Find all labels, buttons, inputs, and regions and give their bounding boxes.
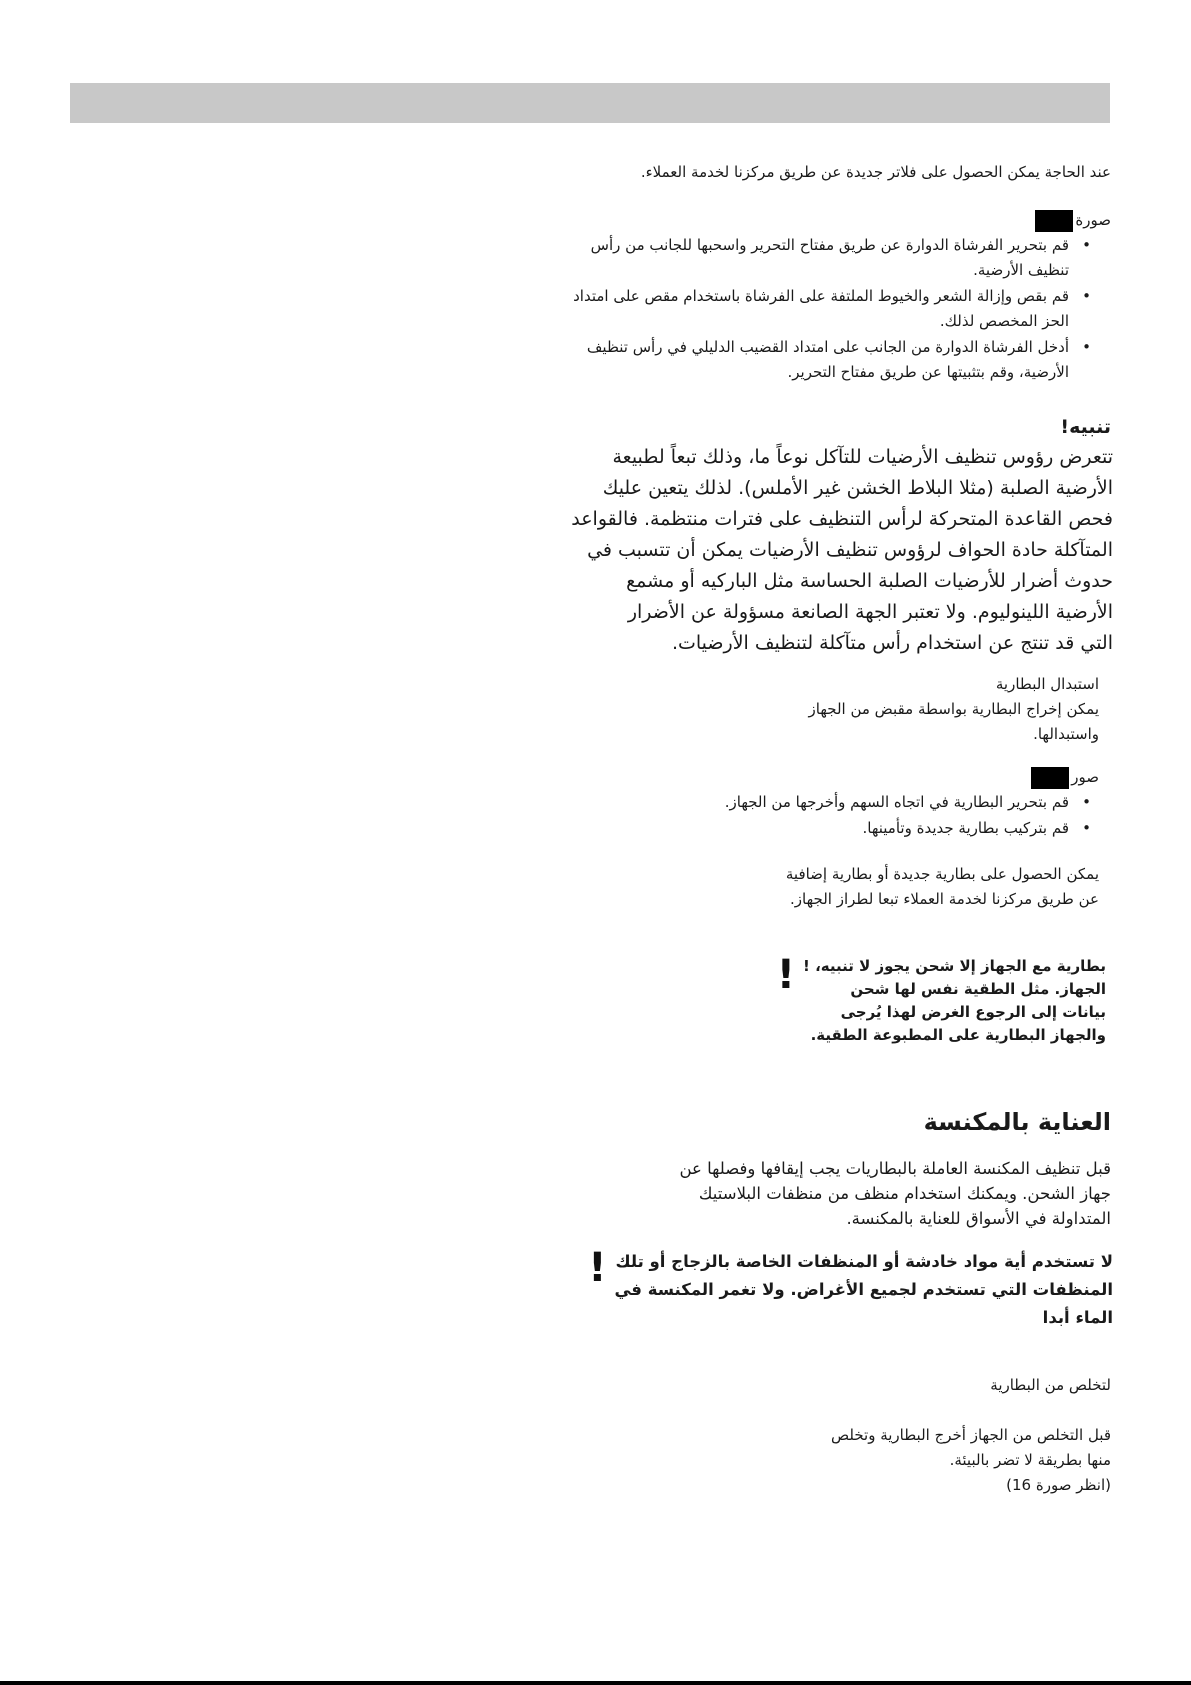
warning-icon: ! — [588, 1245, 607, 1291]
care-heading: العناية بالمكنسة — [923, 1108, 1111, 1136]
caution-text: تتعرض رؤوس تنظيف الأرضيات للتآكل نوعاً ما، وذلك تبعاً لطبيعة الأرضية الصلبة (مثلا البلاط الخشن غير الأملس). لذلك يتعين عليك فحص القاعدة المتحركة لرأس التنظيف على فترات منتظمة. فالقواعد المتآكلة حادة الحواف لرؤوس تنظيف الأرضيات يمكن أن تتسبب في حدوث أضرار للأرضيات الصلبة الحساسة مثل الباركيه أو مشمع الأرضية اللينوليوم. ولا تعتبر الجهة الصانعة مسؤولة عن الأضرار التي قد تنتج عن استخدام رأس متآكلة لتنظيف الأرضيات. — [571, 446, 1113, 654]
figure-label: صور — [1031, 765, 1099, 790]
battery-description: يمكن إخراج البطارية بواسطة مقبض من الجهاز واستبدالها. — [808, 700, 1099, 743]
filter-intro: عند الحاجة يمكن الحصول على فلاتر جديدة عن طريق مركزنا لخدمة العملاء. — [640, 163, 1111, 181]
battery-order-note: يمكن الحصول على بطارية جديدة أو بطارية إضافية عن طريق مركزنا لخدمة العملاء تبعا لطراز الجهاز. — [785, 865, 1099, 908]
figure-number-box — [1035, 210, 1073, 232]
list-item: • قم بتحرير الفرشاة الدوارة عن طريق مفتاح التحرير واسحبها للجانب من رأس تنظيف الأرضية. — [571, 233, 1069, 283]
figure-number-box — [1031, 767, 1069, 789]
list-item: • قم بتركيب بطارية جديدة وتأمينها. — [725, 816, 1069, 841]
list-item: • أدخل الفرشاة الدوارة من الجانب على امتداد القضيب الدليلي في رأس تنظيف الأرضية، وقم بتثبيتها عن طريق مفتاح التحرير. — [571, 335, 1069, 385]
battery-heading: استبدال البطارية — [995, 675, 1099, 693]
disposal-heading: لتخلص من البطارية — [990, 1376, 1111, 1394]
caution-heading: تنبيه! — [1060, 416, 1111, 438]
care-warning: ! لا تستخدم أية مواد خادشة أو المنظفات الخاصة بالزجاج أو تلك المنظفات التي تستخدم لجميع الأغراض. ولا تغمر المكنسة في الماء أبدا — [588, 1245, 1113, 1327]
battery-steps — [725, 790, 1091, 842]
section-header-bar — [70, 83, 1110, 123]
battery-warning: ! بطارية مع الجهاز إلا شحن يجوز لا تنبيه، ! الجهاز. مثل الطقية نفس لها شحن بيانات إلى الرجوع الغرض لهذا يُرجى والجهاز البطارية على المطبوعة الطقية. — [776, 952, 1106, 1044]
figure-label: صورة — [1035, 208, 1111, 233]
disposal-text: قبل التخلص من الجهاز أخرج البطارية وتخلص منها بطريقة لا تضر بالبيئة. (انظر صورة 16) — [831, 1426, 1111, 1494]
page-bottom-edge — [0, 1681, 1191, 1685]
list-item: • قم بتحرير البطارية في اتجاه السهم وأخرجها من الجهاز. — [725, 790, 1069, 815]
care-text: قبل تنظيف المكنسة العاملة بالبطاريات يجب إيقافها وفصلها عن جهاز الشحن. ويمكنك استخدام منظف من منظفات البلاستيك المتداولة في الأسواق للعناية بالمكنسة. — [679, 1159, 1111, 1228]
list-item: • قم بقص وإزالة الشعر والخيوط الملتفة على الفرشاة باستخدام مقص على امتداد الحز المخصص لذلك. — [571, 284, 1069, 334]
warning-icon: ! — [776, 952, 796, 998]
brush-steps — [571, 233, 1091, 386]
